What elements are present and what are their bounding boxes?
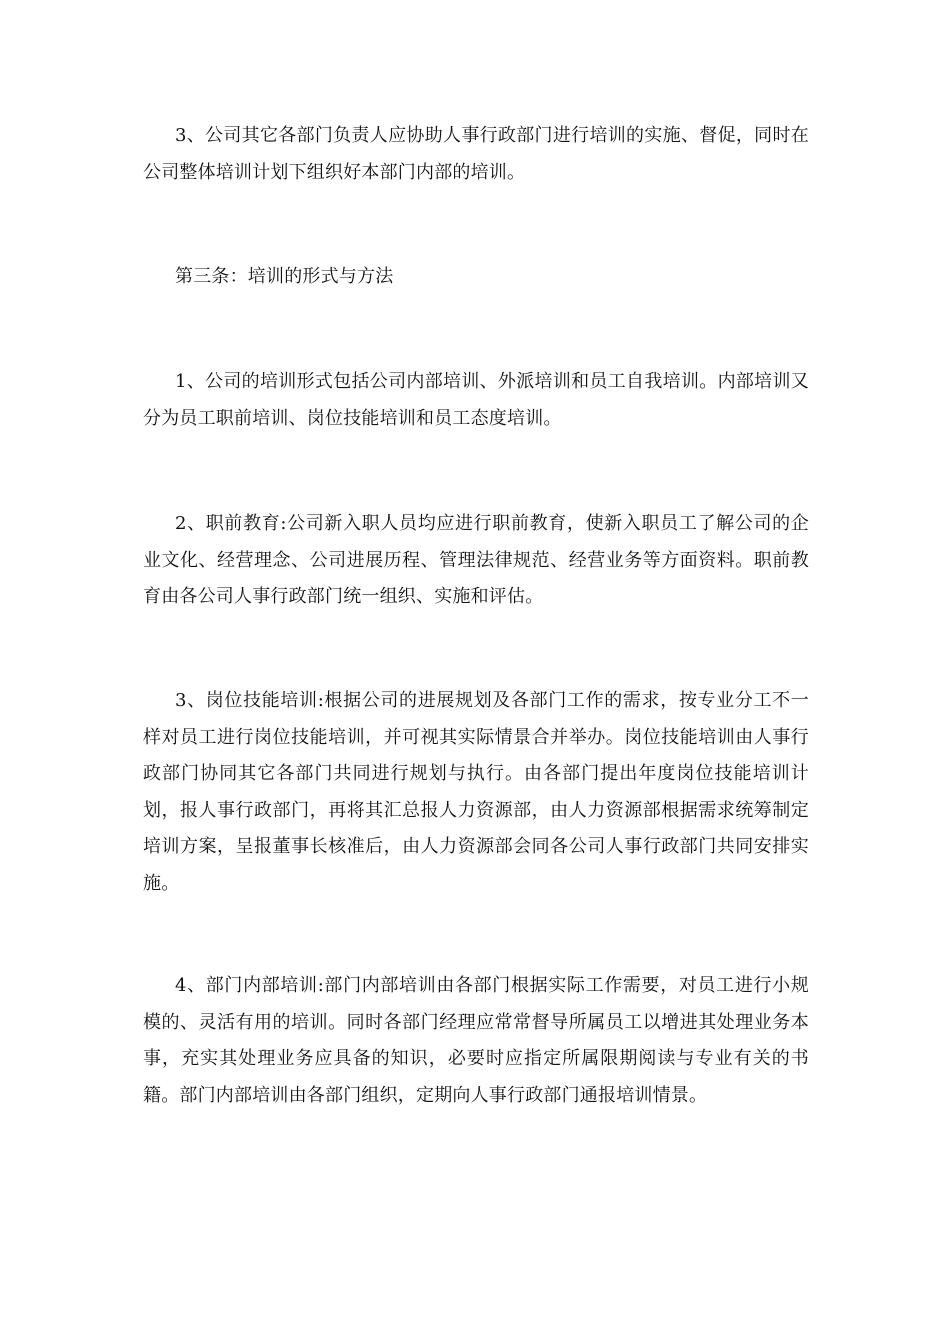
paragraph-training-forms: 1、公司的培训形式包括公司内部培训、外派培训和员工自我培训。内部培训又分为员工职前培训、岗位技能培训和员工态度培训。 (143, 371, 809, 429)
paragraph-responsibility-3: 3、公司其它各部门负责人应协助人事行政部门进行培训的实施、督促，同时在公司整体培训计划下组织好本部门内部的培训。 (143, 125, 809, 183)
paragraph-job-skill-training: 3、岗位技能培训:根据公司的进展规划及各部门工作的需求，按专业分工不一样对员工进行岗位技能培训，并可视其实际情景合并举办。岗位技能培训由人事行政部门协同其它各部门共同进行规划与执行。由各部门提出年度岗位技能培训计划，报人事行政部门，再将其汇总报人力资源部，由人力资源部根据需求统筹制定培训方案，呈报董事长核准后，由人力资源部会同各公司人事行政部门共同安排实施。 (143, 690, 809, 894)
section-heading-article-3: 第三条：培训的形式与方法 (175, 266, 394, 287)
paragraph-pre-job-education: 2、职前教育:公司新入职人员均应进行职前教育，使新入职员工了解公司的企业文化、经营理念、公司进展历程、管理法律规范、经营业务等方面资料。职前教育由各公司人事行政部门统一组织、实施和评估。 (143, 513, 809, 607)
paragraph-internal-department-training: 4、部门内部培训:部门内部培训由各部门根据实际工作需要，对员工进行小规模的、灵活有用的培训。同时各部门经理应常常督导所属员工以增进其处理业务本事，充实其处理业务应具备的知识，必要时应指定所属限期阅读与专业有关的书籍。部门内部培训由各部门组织，定期向人事行政部门通报培训情景。 (143, 975, 809, 1106)
